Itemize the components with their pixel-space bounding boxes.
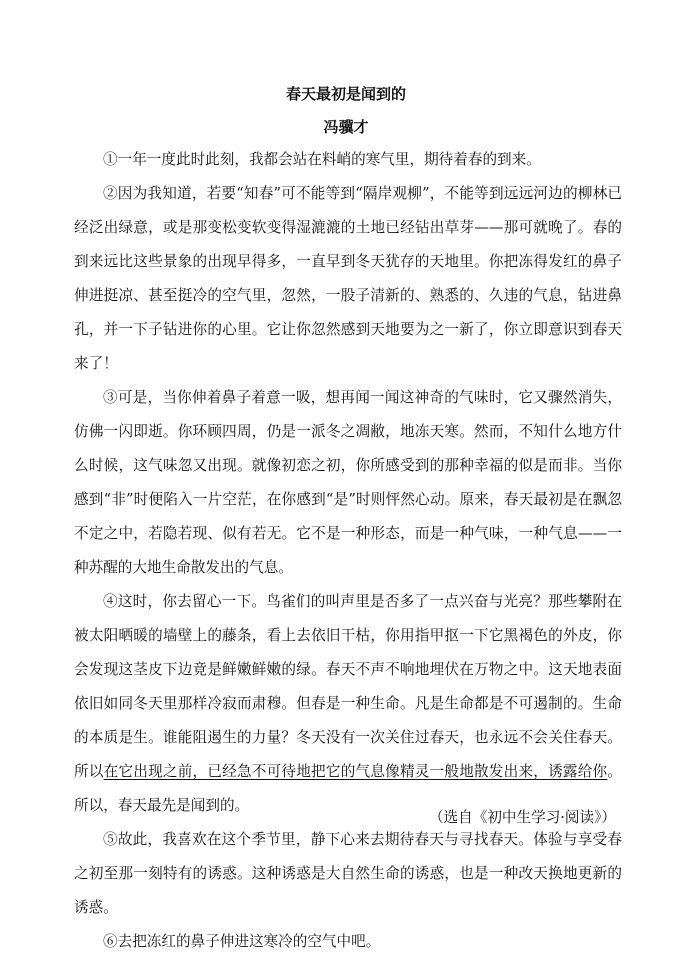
paragraph-3: ③可是，当你伸着鼻子着意一吸，想再闻一闻这神奇的气味时，它又骤然消失，仿佛一闪即逝。你环顾四周，仍是一派冬之凋敝，地冻天寒。然而，不知什么地方什么时候，这气味忽又出现。就像初恋之初，你所感受到的那种幸福的似是而非。当你感到“非”时便陷入一片空茫，在你感到“是”时则怦然心动。原来，春天最初是在飘忽不定之中，若隐若现、似有若无。它不是一种形态，而是一种气味，一种气息——一种苏醒的大地生命散发出的气息。 xyxy=(74,389,622,576)
underlined-sentence: 在它出现之前，已经急不可待地把它的气息像精灵一般地散发出来，诱露给你 xyxy=(103,763,608,780)
paragraph-5: ⑤故此，我喜欢在这个季节里，静下心来去期待春天与寻找春天。体验与享受春之初至那一刻特有的诱惑。这种诱惑是大自然生命的诱惑，也是一种改天换地更新的诱惑。 xyxy=(74,831,622,916)
paragraph-6: ⑥去把冻红的鼻子伸进这寒冷的空气中吧。 xyxy=(103,933,381,950)
source-citation: （选自《初中生学习·阅读》） xyxy=(428,809,616,826)
paragraph-4-text-before: ④这时，你去留心一下。鸟雀们的叫声里是否多了一点兴奋与光亮？那些攀附在被太阳晒暖的墙壁上的藤条，看上去依旧干枯，你用指甲抠一下它黑褐色的外皮，你会发现这茎皮下边竟是鲜嫩鲜嫩的绿。春天不声不响地埋伏在万物之中。这天地表面依旧如同冬天里那样冷寂而肃穆。但春是一种生命。凡是生命都是不可遏制的。生命的本质是生。谁能阻遏生的力量？冬天没有一次关住过春天，也永远不会关住春天。所以 xyxy=(74,593,622,780)
paragraph-2: ②因为我知道，若要“知春”可不能等到“隔岸观柳”，不能等到远远河边的柳林已经泛出绿意，或是那变松变软变得湿漉漉的土地已经钻出草芽——那可就晚了。春的到来远比这些景象的出现早得多，一直早到冬天犹存的天地里。你把冻得发红的鼻子伸进挺凉、甚至挺冷的空气里，忽然，一股子清新的、熟悉的、久违的气息，钻进鼻孔，并一下子钻进你的心里。它让你忽然感到天地要为之一新了，你立即意识到春天来了！ xyxy=(74,185,622,372)
article-title: 春天最初是闻到的 xyxy=(285,85,406,103)
paragraph-4 xyxy=(74,585,622,823)
article-body xyxy=(74,143,622,959)
article-author: 冯骥才 xyxy=(323,118,369,136)
paragraph-1: ①一年一度此时此刻，我都会站在料峭的寒气里，期待着春的到来。 xyxy=(103,151,541,168)
paragraph-4-text-after: 。所以，春天最先是闻到的。 xyxy=(74,763,622,814)
